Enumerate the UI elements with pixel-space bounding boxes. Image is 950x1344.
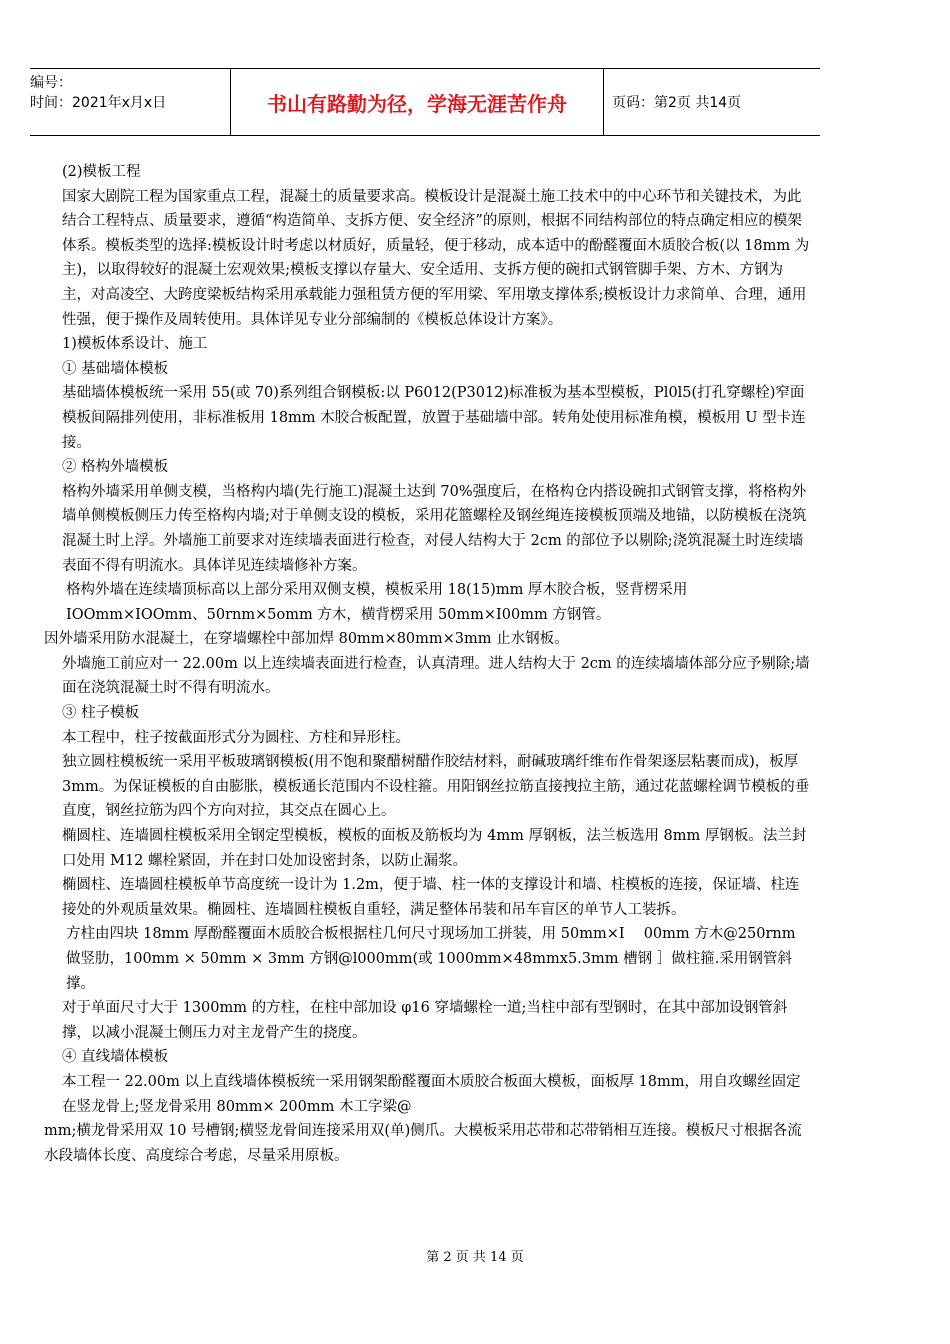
paragraph: 本工程中，柱子按截面形式分为圆柱、方柱和异形柱。 (62, 729, 410, 746)
paragraph: 方柱由四块 18mm 厚酚醛覆面木质胶合板根据柱几何尺寸现场加工拼装，用 50mm×I 00mm 方木@250rnm 做竖肋，100mm × 50mm × 3mm 方钢@l000mm(或 1000mm×48mmx5.3mm 槽钢 ］做柱箍.采用钢管斜撑。 (66, 926, 796, 992)
paragraph: 基础墙体模板统一采用 55(或 70)系列组合钢模板:以 P6012(P3012)标准板为基本型模板，Pl0l5(打孔穿螺栓)窄面模板间隔排列使用，非标准板用 18mm 木胶合板配置，放置于基础墙中部。转角处使用标准角模，模板用 U 型卡连接。 (62, 385, 806, 451)
section-heading: (2)模板工程 (62, 164, 141, 180)
paragraph: 外墙施工前应对一 22.00m 以上连续墙表面进行检查，认真清理。进人结构大于 2cm 的连续墙墙体部分应予剔除;墙面在浇筑混凝土时不得有明流水。 (62, 655, 810, 697)
header-motto: 书山有路勤为径，学海无涯苦作舟 (230, 69, 604, 135)
item-heading: ④ 直线墙体模板 (62, 1049, 169, 1066)
item-heading: ③ 柱子模板 (62, 705, 140, 722)
header-page-number: 页码：第2页 共14页 (612, 95, 742, 111)
paragraph: 国家大剧院工程为国家重点工程，混凝土的质量要求高。模板设计是混凝土施工技术中的中心环节和关键技术，为此结合工程特点、质量要求，遵循“构造简单、支拆方便、安全经济”的原则，根据不同结构部位的特点确定相应的模架体系。模板类型的选择:模板设计时考虑以材质好，质量轻，便于移动，成本适中的酚醛覆面木质胶合板(以 18mm 为主)，以取得较好的混凝土宏观效果;模板支撑以存量大、安全适用、支拆方便的碗扣式钢管脚手架、方木、方钢为主，对高凌空、大跨度梁板结构采用承载能力强租赁方便的军用梁、军用墩支撑体系;模板设计力求简单、合理，通用性强，便于操作及周转使用。具体详见专业分部编制的《模板总体设计方案》。 (62, 188, 810, 328)
item-heading: ② 格构外墙模板 (62, 459, 169, 476)
document-time-label: 时间：2021年x月x日 (30, 95, 167, 111)
paragraph: 椭圆柱、连墙圆柱模板采用全钢定型模板，模板的面板及筋板均为 4mm 厚钢板，法兰板选用 8mm 厚钢板。法兰封口处用 M12 螺栓紧固，并在封口处加设密封条，以防止漏浆。 (62, 828, 807, 869)
paragraph: 独立圆柱模板统一采用平板玻璃钢模板(用不饱和聚醋树醋作胶结材料，耐碱玻璃纤维布作骨架逐层粘裹而成)，板厚 3mm。为保证模板的自由膨胀，模板通长范围内不设柱箍。用阳钢丝拉筋直接拽拉主筋，通过花蓝螺栓调节模板的垂直度，钢丝拉筋为四个方向对拉，其交点在圆心上。 (62, 754, 810, 820)
header-meta (30, 69, 230, 135)
paragraph: 对于单面尺寸大于 1300mm 的方柱，在柱中部加设 φ16 穿墙螺栓一道;当柱中部有型钢时，在其中部加设钢管斜撑，以减小混凝土侧压力对主龙骨产生的挠度。 (62, 1000, 788, 1041)
item-heading: ① 基础墙体模板 (62, 360, 169, 377)
subsection-heading: 1)模板体系设计、施工 (62, 336, 208, 353)
paragraph: 格构外墙在连续墙顶标高以上部分采用双侧支模，模板采用 18(15)mm 厚木胶合板，竖背楞采用 IOOmm×IOOmm、50rnm×5omm 方木，横背楞采用 50mm×I00mm 方钢管。 (66, 582, 688, 623)
paragraph: 本工程一 22.00m 以上直线墙体模板统一采用钢架酚醛覆面木质胶合板面大模板，面板厚 18mm，用自攻螺丝固定在竖龙骨上;竖龙骨采用 80mm× 200mm 木工字梁@ (62, 1073, 801, 1115)
document-number-label: 编号： (30, 75, 72, 91)
paragraph: mm;横龙骨采用双 10 号槽钢;横竖龙骨间连接采用双(单)侧爪。大模板采用芯带和芯带销相互连接。模板尺寸根据各流水段墙体长度、高度综合考虑，尽量采用原板。 (44, 1123, 802, 1164)
page-header (30, 68, 820, 136)
paragraph: 椭圆柱、连墙圆柱模板单节高度统一设计为 1.2m，便于墙、柱一体的支撑设计和墙、柱模板的连接，保证墙、柱连接处的外观质量效果。椭圆柱、连墙圆柱模板自重轻，满足整体吊装和吊车盲区的单节人工装拆。 (62, 877, 800, 918)
paragraph: 因外墙采用防水混凝土，在穿墙螺栓中部加焊 80mm×80mm×3mm 止水钢板。 (44, 631, 569, 648)
page-footer: 第 2 页 共 14 页 (426, 1250, 524, 1265)
document-body (44, 160, 810, 1168)
paragraph: 格构外墙采用单侧支模，当格构内墙(先行施工)混凝土达到 70%强度后，在格构仓内搭设碗扣式钢管支撑，将格构外墙单侧模板侧压力传至格构内墙;对于单侧支设的模板，采用花篮螺栓及钢丝绳连接模板顶端及地锚，以防模板在浇筑混凝土时上浮。外墙施工前要求对连续墙表面进行检查，对侵人结构大于 2cm 的部位予以剔除;浇筑混凝土时连续墙表面不得有明流水。具体详见连续墙修补方案。 (62, 483, 807, 574)
